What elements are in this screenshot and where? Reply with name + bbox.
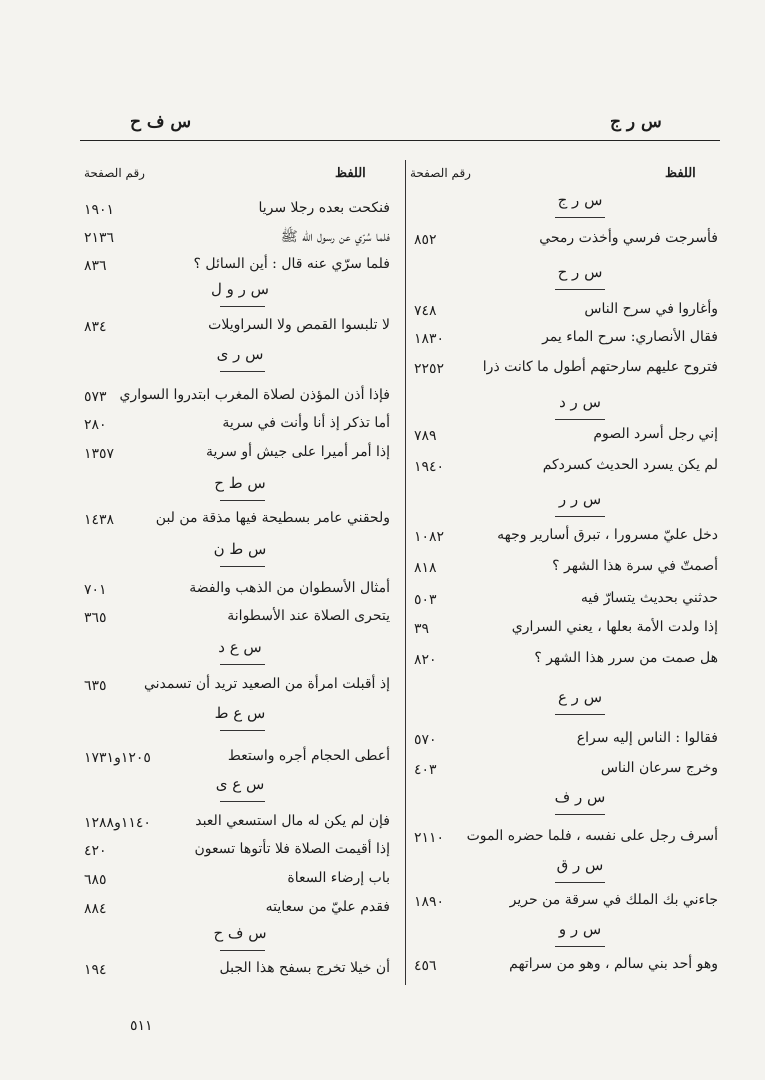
entry-phrase: وخرج سرعان الناس xyxy=(600,760,718,776)
left-page-column-label: رقم الصفحة xyxy=(84,166,145,180)
root-underline xyxy=(555,217,605,218)
right-word-column-label: اللفظ xyxy=(665,166,696,181)
entry-page-number: ١٨٣٠ xyxy=(414,331,445,347)
entry-page-number: ١٩٤ xyxy=(84,962,107,978)
entry-page-number: ١١٤٠و١٢٨٨ xyxy=(84,815,151,831)
entry-page-number: ٨١٨ xyxy=(414,560,437,576)
entry-phrase: فإن لم يكن له مال استسعي العبد xyxy=(195,813,390,829)
entry-page-number: ١٣٥٧ xyxy=(84,446,115,462)
entry-page-number: ٢١٣٦ xyxy=(84,230,115,246)
entry-phrase: أسرف رجل على نفسه ، فلما حضره الموت xyxy=(466,828,718,844)
root-heading: س ط ن xyxy=(213,540,267,558)
root-underline xyxy=(555,289,605,290)
entry-page-number: ٥٧٣ xyxy=(84,389,107,405)
entry-page-number: ٣٦٥ xyxy=(84,610,107,626)
root-underline xyxy=(555,714,605,715)
entry-phrase: دخل عليّ مسرورا ، تبرق أسارير وجهه xyxy=(497,527,718,543)
entry-phrase: حدثني بحديث يتسارّ فيه xyxy=(580,590,718,606)
entry-phrase: أن خيلا تخرج بسفح هذا الجبل xyxy=(219,960,390,976)
entry-phrase: لا تلبسوا القمص ولا السراويلات xyxy=(208,317,390,333)
root-heading: س ع ى xyxy=(215,775,265,793)
entry-page-number: ٦٨٥ xyxy=(84,872,107,888)
left-word-column-label: اللفظ xyxy=(335,166,366,181)
entry-phrase: إذ أقبلت امرأة من الصعيد تريد أن تسمدني xyxy=(143,676,390,692)
root-underline xyxy=(220,801,265,802)
entry-phrase: فقالوا : الناس إليه سراع xyxy=(576,730,718,746)
entry-phrase: أمثال الأسطوان من الذهب والفضة xyxy=(189,580,390,596)
entry-page-number: ٧٠١ xyxy=(84,582,107,598)
entry-phrase: فإذا أذن المؤذن لصلاة المغرب ابتدروا السواري xyxy=(119,387,390,403)
entry-page-number: ٨٢٠ xyxy=(414,652,437,668)
entry-page-number: ٨٣٤ xyxy=(84,319,107,335)
header-rule xyxy=(80,140,720,141)
entry-page-number: ٤٠٣ xyxy=(414,762,437,778)
entry-phrase: إذا ولدت الأمة بعلها ، يعني السراري xyxy=(511,619,718,635)
right-page-column-label: رقم الصفحة xyxy=(410,166,471,180)
entry-page-number: ٥٧٠ xyxy=(414,732,437,748)
entry-phrase: وهو أحد بني سالم ، وهو من سراتهم xyxy=(509,956,718,972)
root-heading: س ر ر xyxy=(558,490,602,508)
root-heading: س ر ق xyxy=(556,856,604,874)
entry-page-number: ٢١١٠ xyxy=(414,830,445,846)
root-heading: س ر ج xyxy=(557,191,603,209)
entry-phrase: فقال الأنصاري: سرح الماء يمر xyxy=(542,329,718,345)
entry-phrase: وأغاروا في سرح الناس xyxy=(584,301,718,317)
running-header-left: س ف ح xyxy=(130,112,192,132)
entry-phrase: هل صمت من سرر هذا الشهر ؟ xyxy=(534,650,718,666)
entry-page-number: ٣٩ xyxy=(414,621,430,637)
root-underline xyxy=(220,664,265,665)
entry-phrase: إذا أمر أميرا على جيش أو سرية xyxy=(206,444,390,460)
entry-page-number: ١٩٤٠ xyxy=(414,459,445,475)
entry-phrase: فأسرجت فرسي وأخذت رمحي xyxy=(539,230,718,246)
entry-phrase: فتروح عليهم سارحتهم أطول ما كانت ذرا xyxy=(482,359,718,375)
entry-phrase: أما تذكر إذ أنا وأنت في سرية xyxy=(222,415,390,431)
page-number: ٥١١ xyxy=(130,1018,153,1034)
root-underline xyxy=(555,419,605,420)
root-heading: س ط ح xyxy=(214,474,266,492)
entry-page-number: ٤٥٦ xyxy=(414,958,437,974)
root-underline xyxy=(555,946,605,947)
entry-page-number: ٢٢٥٢ xyxy=(414,361,445,377)
root-underline xyxy=(555,516,605,517)
root-heading: س ر ع xyxy=(557,688,603,706)
entry-page-number: ٤٢٠ xyxy=(84,843,107,859)
root-underline xyxy=(220,730,265,731)
root-heading: س ف ح xyxy=(213,924,267,942)
root-heading: س ر و xyxy=(558,920,602,938)
entry-page-number: ٧٤٨ xyxy=(414,303,437,319)
entry-phrase: فقدم عليّ من سعايته xyxy=(265,899,390,915)
entry-page-number: ١٠٨٢ xyxy=(414,529,445,545)
root-underline xyxy=(220,500,265,501)
entry-page-number: ٨٥٢ xyxy=(414,232,437,248)
root-heading: س ر و ل xyxy=(210,280,269,298)
entry-page-number: ١٤٣٨ xyxy=(84,512,115,528)
entry-page-number: ٨٨٤ xyxy=(84,901,107,917)
root-underline xyxy=(220,566,265,567)
root-heading: س ر ى xyxy=(216,345,264,363)
entry-phrase: فلما سُرّي عن رسول الله ﷺ xyxy=(280,229,390,245)
root-underline xyxy=(220,306,265,307)
entry-phrase: أصمتّ في سرة هذا الشهر ؟ xyxy=(552,558,718,574)
entry-phrase: يتحرى الصلاة عند الأسطوانة xyxy=(227,608,390,624)
root-underline xyxy=(555,882,605,883)
root-heading: س ع ط xyxy=(214,704,266,722)
entry-phrase: فنكحت بعده رجلا سريا xyxy=(258,200,390,216)
entry-page-number: ١٩٠١ xyxy=(84,202,115,218)
root-heading: س ر د xyxy=(559,393,601,411)
entry-phrase: فلما سرّي عنه قال : أين السائل ؟ xyxy=(193,256,390,272)
entry-page-number: ١٨٩٠ xyxy=(414,894,445,910)
entry-phrase: جاءني بك الملك في سرقة من حرير xyxy=(509,892,718,908)
column-divider xyxy=(405,160,406,985)
entry-page-number: ٧٨٩ xyxy=(414,428,437,444)
root-underline xyxy=(220,371,265,372)
root-heading: س ع د xyxy=(218,638,262,656)
entry-phrase: أعطى الحجام أجره واستعط xyxy=(227,748,390,764)
entry-page-number: ٢٨٠ xyxy=(84,417,107,433)
entry-page-number: ٦٣٥ xyxy=(84,678,107,694)
root-heading: س ر ح xyxy=(557,263,603,281)
root-underline xyxy=(555,814,605,815)
root-underline xyxy=(220,950,265,951)
root-heading: س ر ف xyxy=(554,788,606,806)
entry-phrase: ولحقني عامر بسطيحة فيها مذقة من لبن xyxy=(155,510,390,526)
entry-phrase: إني رجل أسرد الصوم xyxy=(593,426,718,442)
entry-phrase: إذا أقيمت الصلاة فلا تأتوها تسعون xyxy=(194,841,390,857)
entry-page-number: ٥٠٣ xyxy=(414,592,437,608)
entry-phrase: لم يكن يسرد الحديث كسردكم xyxy=(542,457,718,473)
entry-page-number: ٨٣٦ xyxy=(84,258,107,274)
entry-page-number: ١٢٠٥و١٧٣١ xyxy=(84,750,151,766)
running-header-right: س ر ج xyxy=(610,112,662,132)
entry-phrase: باب إرضاء السعاة xyxy=(287,870,390,886)
